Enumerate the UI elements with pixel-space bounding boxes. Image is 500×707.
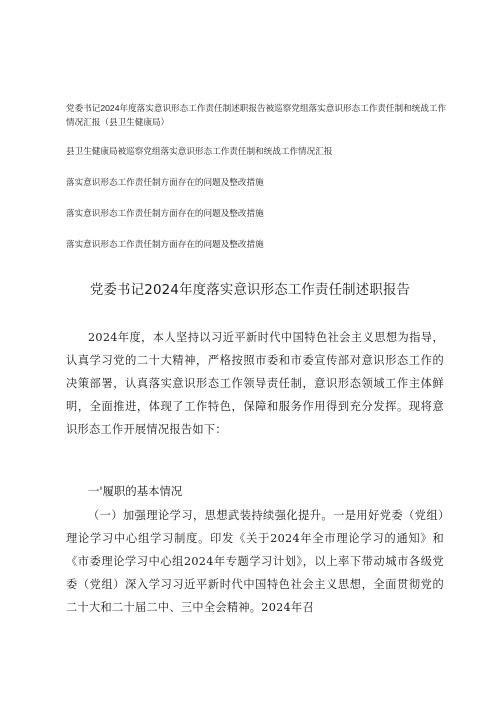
body-paragraph: （一）加强理论学习，思想武装持续强化提升。一是用好党委（党组）理论学习中心组学习制度。印发《关于2024年全市理论学习的通知》和《市委理论学习中心组2024年专题学习计划》，以上率下带动城市各级党委（党组）深入学习习近平新时代中国特色社会主义思想，全面贯彻党的二十大和二十届二中、三中全会精神。2024年召 bbox=[66, 509, 444, 614]
table-of-contents bbox=[66, 101, 454, 268]
document-title: 党委书记2024年度落实意识形态工作责任制述职报告 bbox=[89, 283, 411, 298]
toc-item[interactable]: 党委书记2024年度落实意识形态工作责任制述职报告被巡察党组落实意识形态工作责任制和统战工作情况汇报（县卫生健康局） bbox=[66, 103, 447, 127]
intro-paragraph: 2024年度，本人坚持以习近平新时代中国特色社会主义思想为指导，认真学习党的二十大精神，严格按照市委和市委宣传部对意识形态工作的决策部署，认真落实意识形态工作领导责任制，意识形态领域工作主体鲜明，全面推进，体现了工作特色，保障和服务作用得到充分发挥。现将意识形态工作开展情况报告如下： bbox=[66, 331, 444, 436]
toc-item[interactable]: 县卫生健康局被巡察党组落实意识形态工作责任制和统战工作情况汇报 bbox=[66, 146, 333, 156]
toc-item[interactable]: 落实意识形态工作责任制方面存在的问题及整改措施 bbox=[66, 239, 264, 249]
toc-item[interactable]: 落实意识形态工作责任制方面存在的问题及整改措施 bbox=[66, 208, 264, 218]
section-heading: 一'履职的基本情况 bbox=[88, 484, 183, 498]
toc-item[interactable]: 落实意识形态工作责任制方面存在的问题及整改措施 bbox=[66, 177, 264, 187]
